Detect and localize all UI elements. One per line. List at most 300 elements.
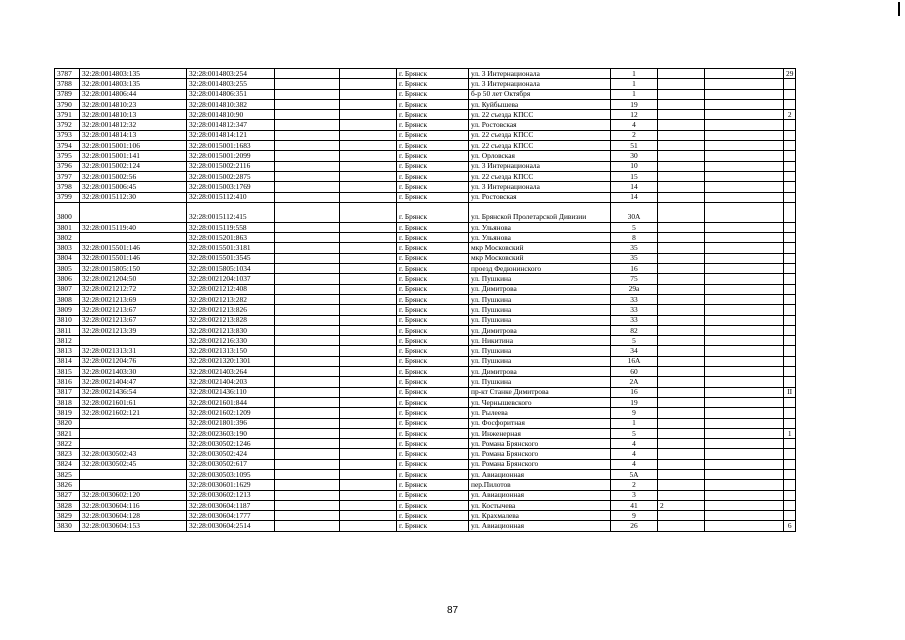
house-cell: 2 bbox=[611, 480, 658, 490]
row-number: 3807 bbox=[55, 284, 80, 294]
extra-col-2 bbox=[705, 439, 784, 449]
cadastral-building: 32:28:0014812:347 bbox=[187, 120, 275, 130]
table-row bbox=[55, 356, 796, 366]
empty-col-b bbox=[340, 130, 397, 140]
row-number: 3797 bbox=[55, 171, 80, 181]
cadastral-parcel bbox=[80, 233, 187, 243]
empty-col-a bbox=[275, 120, 340, 130]
table-row bbox=[55, 79, 796, 89]
house-cell: 12 bbox=[611, 110, 658, 120]
row-number: 3815 bbox=[55, 367, 80, 377]
house-cell: 30 bbox=[611, 151, 658, 161]
row-number: 3788 bbox=[55, 79, 80, 89]
extra-col-2 bbox=[705, 294, 784, 304]
street-cell: ул. 3 Интернационала bbox=[469, 182, 611, 192]
extra-col-1 bbox=[658, 449, 705, 459]
table-row bbox=[55, 387, 796, 397]
empty-col-b bbox=[340, 459, 397, 469]
extra-col-1 bbox=[658, 305, 705, 315]
empty-col-b bbox=[340, 356, 397, 366]
cadastral-parcel: 32:28:0021213:67 bbox=[80, 305, 187, 315]
extra-col-3 bbox=[784, 367, 796, 377]
row-number: 3820 bbox=[55, 418, 80, 428]
cadastral-building: 32:28:0015003:1769 bbox=[187, 182, 275, 192]
empty-col-b bbox=[340, 418, 397, 428]
empty-col-a bbox=[275, 336, 340, 346]
street-cell: ул. Куйбышева bbox=[469, 99, 611, 109]
cadastral-building: 32:28:0015501:3181 bbox=[187, 243, 275, 253]
cadastral-building: 32:28:0030503:1095 bbox=[187, 469, 275, 479]
city-cell: г. Брянск bbox=[397, 397, 469, 407]
street-cell: ул. Романа Брянского bbox=[469, 459, 611, 469]
street-cell: ул. Брянской Пролетарской Дивизии bbox=[469, 202, 611, 222]
table-row bbox=[55, 274, 796, 284]
cadastral-building: 32:28:0021216:330 bbox=[187, 336, 275, 346]
row-number: 3796 bbox=[55, 161, 80, 171]
empty-col-a bbox=[275, 110, 340, 120]
extra-col-1 bbox=[658, 253, 705, 263]
empty-col-b bbox=[340, 511, 397, 521]
empty-col-b bbox=[340, 500, 397, 510]
street-cell: пр-кт Станке Димитрова bbox=[469, 387, 611, 397]
extra-col-3 bbox=[784, 469, 796, 479]
street-cell: ул. Авиационная bbox=[469, 469, 611, 479]
extra-col-3 bbox=[784, 346, 796, 356]
city-cell: г. Брянск bbox=[397, 418, 469, 428]
empty-col-b bbox=[340, 99, 397, 109]
extra-col-1: 2 bbox=[658, 500, 705, 510]
table-row bbox=[55, 253, 796, 263]
table-row bbox=[55, 171, 796, 181]
empty-col-a bbox=[275, 182, 340, 192]
empty-col-a bbox=[275, 469, 340, 479]
extra-col-1 bbox=[658, 161, 705, 171]
city-cell: г. Брянск bbox=[397, 89, 469, 99]
city-cell: г. Брянск bbox=[397, 284, 469, 294]
extra-col-2 bbox=[705, 130, 784, 140]
empty-col-a bbox=[275, 377, 340, 387]
table-row bbox=[55, 161, 796, 171]
edge-mark bbox=[898, 2, 900, 16]
table-row bbox=[55, 182, 796, 192]
extra-col-3: 1 bbox=[784, 428, 796, 438]
house-cell: 2 bbox=[611, 130, 658, 140]
house-cell: 9 bbox=[611, 408, 658, 418]
table-row bbox=[55, 336, 796, 346]
house-cell: 10 bbox=[611, 161, 658, 171]
row-number: 3813 bbox=[55, 346, 80, 356]
table-row bbox=[55, 99, 796, 109]
cadastral-building: 32:28:0015201:863 bbox=[187, 233, 275, 243]
extra-col-1 bbox=[658, 315, 705, 325]
cadastral-parcel: 32:28:0021213:39 bbox=[80, 325, 187, 335]
cadastral-building: 32:28:0015001:1683 bbox=[187, 141, 275, 151]
extra-col-1 bbox=[658, 480, 705, 490]
cadastral-building: 32:28:0030601:1629 bbox=[187, 480, 275, 490]
cadastral-building: 32:28:0015119:558 bbox=[187, 222, 275, 232]
city-cell: г. Брянск bbox=[397, 408, 469, 418]
cadastral-building: 32:28:0015501:3545 bbox=[187, 253, 275, 263]
street-cell: ул. 22 съезда КПСС bbox=[469, 130, 611, 140]
table-row bbox=[55, 459, 796, 469]
table-row bbox=[55, 141, 796, 151]
cadastral-building: 32:28:0021213:830 bbox=[187, 325, 275, 335]
empty-col-b bbox=[340, 397, 397, 407]
city-cell: г. Брянск bbox=[397, 202, 469, 222]
empty-col-a bbox=[275, 99, 340, 109]
empty-col-b bbox=[340, 110, 397, 120]
extra-col-1 bbox=[658, 120, 705, 130]
table-row bbox=[55, 89, 796, 99]
row-number: 3806 bbox=[55, 274, 80, 284]
empty-col-b bbox=[340, 336, 397, 346]
extra-col-1 bbox=[658, 521, 705, 531]
house-cell: 26 bbox=[611, 521, 658, 531]
extra-col-1 bbox=[658, 387, 705, 397]
cadastral-parcel bbox=[80, 336, 187, 346]
table-row bbox=[55, 110, 796, 120]
cadastral-building: 32:28:0015112:415 bbox=[187, 202, 275, 222]
extra-col-3 bbox=[784, 480, 796, 490]
extra-col-3 bbox=[784, 99, 796, 109]
extra-col-2 bbox=[705, 315, 784, 325]
cadastral-building: 32:28:0023603:190 bbox=[187, 428, 275, 438]
row-number: 3802 bbox=[55, 233, 80, 243]
row-number: 3789 bbox=[55, 89, 80, 99]
row-number: 3818 bbox=[55, 397, 80, 407]
cadastral-building: 32:28:0021313:150 bbox=[187, 346, 275, 356]
empty-col-b bbox=[340, 305, 397, 315]
empty-col-b bbox=[340, 469, 397, 479]
city-cell: г. Брянск bbox=[397, 79, 469, 89]
city-cell: г. Брянск bbox=[397, 264, 469, 274]
cadastral-parcel: 32:28:0015001:106 bbox=[80, 141, 187, 151]
house-cell: 5 bbox=[611, 222, 658, 232]
street-cell: ул. Ульянова bbox=[469, 233, 611, 243]
street-cell: ул. Инженерная bbox=[469, 428, 611, 438]
cadastral-parcel: 32:28:0015006:45 bbox=[80, 182, 187, 192]
extra-col-3 bbox=[784, 253, 796, 263]
empty-col-b bbox=[340, 294, 397, 304]
extra-col-3 bbox=[784, 192, 796, 202]
extra-col-2 bbox=[705, 511, 784, 521]
extra-col-3 bbox=[784, 264, 796, 274]
city-cell: г. Брянск bbox=[397, 294, 469, 304]
street-cell: ул. 3 Интернационала bbox=[469, 79, 611, 89]
street-cell: ул. Фосфоритная bbox=[469, 418, 611, 428]
empty-col-a bbox=[275, 264, 340, 274]
empty-col-b bbox=[340, 222, 397, 232]
extra-col-2 bbox=[705, 79, 784, 89]
house-cell: 14 bbox=[611, 182, 658, 192]
extra-col-1 bbox=[658, 222, 705, 232]
extra-col-3 bbox=[784, 141, 796, 151]
table-row bbox=[55, 243, 796, 253]
cadastral-parcel: 32:28:0030604:128 bbox=[80, 511, 187, 521]
house-cell: 5 bbox=[611, 336, 658, 346]
extra-col-2 bbox=[705, 120, 784, 130]
city-cell: г. Брянск bbox=[397, 233, 469, 243]
house-cell: 33 bbox=[611, 315, 658, 325]
extra-col-1 bbox=[658, 356, 705, 366]
row-number: 3816 bbox=[55, 377, 80, 387]
cadastral-building: 32:28:0030502:1246 bbox=[187, 439, 275, 449]
extra-col-1 bbox=[658, 130, 705, 140]
extra-col-3 bbox=[784, 151, 796, 161]
cadastral-parcel: 32:28:0015001:141 bbox=[80, 151, 187, 161]
extra-col-1 bbox=[658, 202, 705, 222]
extra-col-2 bbox=[705, 99, 784, 109]
street-cell: ул. 22 съезда КПСС bbox=[469, 171, 611, 181]
street-cell: ул. Пушкина bbox=[469, 305, 611, 315]
empty-col-a bbox=[275, 253, 340, 263]
cadastral-parcel bbox=[80, 439, 187, 449]
empty-col-a bbox=[275, 69, 340, 79]
city-cell: г. Брянск bbox=[397, 480, 469, 490]
cadastral-building: 32:28:0021213:828 bbox=[187, 315, 275, 325]
extra-col-3 bbox=[784, 202, 796, 222]
empty-col-b bbox=[340, 120, 397, 130]
empty-col-a bbox=[275, 418, 340, 428]
cadastral-parcel bbox=[80, 202, 187, 222]
table-row bbox=[55, 511, 796, 521]
cadastral-parcel: 32:28:0030604:153 bbox=[80, 521, 187, 531]
row-number: 3824 bbox=[55, 459, 80, 469]
table-row bbox=[55, 151, 796, 161]
street-cell: ул. Димитрова bbox=[469, 367, 611, 377]
row-number: 3792 bbox=[55, 120, 80, 130]
city-cell: г. Брянск bbox=[397, 459, 469, 469]
cadastral-building: 32:28:0021403:264 bbox=[187, 367, 275, 377]
street-cell: пер.Пилотов bbox=[469, 480, 611, 490]
cadastral-building: 32:28:0021602:1209 bbox=[187, 408, 275, 418]
extra-col-1 bbox=[658, 171, 705, 181]
empty-col-a bbox=[275, 387, 340, 397]
page-number: 87 bbox=[446, 605, 459, 616]
house-cell: 35 bbox=[611, 243, 658, 253]
street-cell: ул. Пушкина bbox=[469, 315, 611, 325]
table-row bbox=[55, 521, 796, 531]
cadastral-building: 32:28:0014814:121 bbox=[187, 130, 275, 140]
house-cell: 9 bbox=[611, 511, 658, 521]
cadastral-building: 32:28:0030604:1777 bbox=[187, 511, 275, 521]
extra-col-3 bbox=[784, 511, 796, 521]
cadastral-building: 32:28:0030502:424 bbox=[187, 449, 275, 459]
extra-col-1 bbox=[658, 408, 705, 418]
extra-col-1 bbox=[658, 192, 705, 202]
cadastral-building: 32:28:0015112:410 bbox=[187, 192, 275, 202]
cadastral-parcel bbox=[80, 480, 187, 490]
extra-col-1 bbox=[658, 274, 705, 284]
street-cell: ул. Ростовская bbox=[469, 120, 611, 130]
city-cell: г. Брянск bbox=[397, 500, 469, 510]
empty-col-b bbox=[340, 253, 397, 263]
extra-col-3 bbox=[784, 294, 796, 304]
street-cell: ул. Пушкина bbox=[469, 346, 611, 356]
cadastral-building: 32:28:0021204:1037 bbox=[187, 274, 275, 284]
row-number: 3817 bbox=[55, 387, 80, 397]
cadastral-building: 32:28:0021320:1301 bbox=[187, 356, 275, 366]
extra-col-2 bbox=[705, 161, 784, 171]
house-cell: 2А bbox=[611, 377, 658, 387]
table-row bbox=[55, 480, 796, 490]
row-number: 3828 bbox=[55, 500, 80, 510]
street-cell: ул. Пушкина bbox=[469, 356, 611, 366]
row-number: 3800 bbox=[55, 202, 80, 222]
extra-col-1 bbox=[658, 110, 705, 120]
extra-col-2 bbox=[705, 336, 784, 346]
house-cell: 16 bbox=[611, 264, 658, 274]
empty-col-a bbox=[275, 480, 340, 490]
extra-col-1 bbox=[658, 243, 705, 253]
extra-col-1 bbox=[658, 490, 705, 500]
empty-col-a bbox=[275, 459, 340, 469]
cadastral-building: 32:28:0021436:110 bbox=[187, 387, 275, 397]
row-number: 3791 bbox=[55, 110, 80, 120]
empty-col-a bbox=[275, 428, 340, 438]
extra-col-2 bbox=[705, 459, 784, 469]
empty-col-a bbox=[275, 274, 340, 284]
extra-col-3 bbox=[784, 439, 796, 449]
cadastral-building: 32:28:0030602:1213 bbox=[187, 490, 275, 500]
extra-col-2 bbox=[705, 367, 784, 377]
house-cell: 16 bbox=[611, 387, 658, 397]
extra-col-2 bbox=[705, 69, 784, 79]
street-cell: ул. Димитрова bbox=[469, 284, 611, 294]
extra-col-1 bbox=[658, 439, 705, 449]
street-cell: ул. Авиационная bbox=[469, 521, 611, 531]
row-number: 3812 bbox=[55, 336, 80, 346]
extra-col-3 bbox=[784, 120, 796, 130]
extra-col-1 bbox=[658, 418, 705, 428]
extra-col-2 bbox=[705, 274, 784, 284]
extra-col-3 bbox=[784, 79, 796, 89]
city-cell: г. Брянск bbox=[397, 110, 469, 120]
extra-col-3: 6 bbox=[784, 521, 796, 531]
cadastral-parcel bbox=[80, 469, 187, 479]
empty-col-a bbox=[275, 397, 340, 407]
empty-col-a bbox=[275, 356, 340, 366]
extra-col-1 bbox=[658, 99, 705, 109]
table-row bbox=[55, 418, 796, 428]
extra-col-1 bbox=[658, 233, 705, 243]
city-cell: г. Брянск bbox=[397, 356, 469, 366]
cadastral-parcel: 32:28:0021601:61 bbox=[80, 397, 187, 407]
extra-col-2 bbox=[705, 192, 784, 202]
house-cell: 33 bbox=[611, 305, 658, 315]
city-cell: г. Брянск bbox=[397, 120, 469, 130]
city-cell: г. Брянск bbox=[397, 490, 469, 500]
empty-col-a bbox=[275, 325, 340, 335]
cadastral-building: 32:28:0014806:351 bbox=[187, 89, 275, 99]
extra-col-2 bbox=[705, 521, 784, 531]
empty-col-b bbox=[340, 171, 397, 181]
city-cell: г. Брянск bbox=[397, 253, 469, 263]
house-cell: 8 bbox=[611, 233, 658, 243]
house-cell: 30А bbox=[611, 202, 658, 222]
extra-col-1 bbox=[658, 459, 705, 469]
city-cell: г. Брянск bbox=[397, 346, 469, 356]
city-cell: г. Брянск bbox=[397, 141, 469, 151]
table-row bbox=[55, 397, 796, 407]
cadastral-parcel: 32:28:0021213:67 bbox=[80, 315, 187, 325]
row-number: 3826 bbox=[55, 480, 80, 490]
extra-col-3 bbox=[784, 222, 796, 232]
city-cell: г. Брянск bbox=[397, 130, 469, 140]
cadastral-parcel: 32:28:0015501:146 bbox=[80, 253, 187, 263]
empty-col-b bbox=[340, 141, 397, 151]
cadastral-building: 32:28:0014803:254 bbox=[187, 69, 275, 79]
street-cell: проезд Федюнинского bbox=[469, 264, 611, 274]
extra-col-2 bbox=[705, 418, 784, 428]
row-number: 3822 bbox=[55, 439, 80, 449]
street-cell: ул. Ростовская bbox=[469, 192, 611, 202]
table-row bbox=[55, 469, 796, 479]
table-row bbox=[55, 305, 796, 315]
city-cell: г. Брянск bbox=[397, 151, 469, 161]
extra-col-2 bbox=[705, 480, 784, 490]
register-table bbox=[54, 68, 796, 532]
extra-col-2 bbox=[705, 500, 784, 510]
extra-col-3 bbox=[784, 182, 796, 192]
extra-col-1 bbox=[658, 294, 705, 304]
extra-col-2 bbox=[705, 387, 784, 397]
cadastral-building: 32:28:0021213:282 bbox=[187, 294, 275, 304]
empty-col-b bbox=[340, 274, 397, 284]
extra-col-2 bbox=[705, 202, 784, 222]
street-cell: ул. Ульянова bbox=[469, 222, 611, 232]
city-cell: г. Брянск bbox=[397, 305, 469, 315]
row-number: 3798 bbox=[55, 182, 80, 192]
empty-col-a bbox=[275, 294, 340, 304]
extra-col-1 bbox=[658, 69, 705, 79]
house-cell: 4 bbox=[611, 439, 658, 449]
city-cell: г. Брянск bbox=[397, 192, 469, 202]
row-number: 3829 bbox=[55, 511, 80, 521]
empty-col-b bbox=[340, 264, 397, 274]
house-cell: 1 bbox=[611, 79, 658, 89]
cadastral-parcel: 32:28:0014810:23 bbox=[80, 99, 187, 109]
cadastral-building: 32:28:0030502:617 bbox=[187, 459, 275, 469]
row-number: 3801 bbox=[55, 222, 80, 232]
extra-col-3: II bbox=[784, 387, 796, 397]
empty-col-b bbox=[340, 315, 397, 325]
extra-col-2 bbox=[705, 428, 784, 438]
extra-col-2 bbox=[705, 490, 784, 500]
empty-col-a bbox=[275, 233, 340, 243]
city-cell: г. Брянск bbox=[397, 161, 469, 171]
street-cell: ул. Пушкина bbox=[469, 274, 611, 284]
empty-col-b bbox=[340, 377, 397, 387]
cadastral-building: 32:28:0014810:90 bbox=[187, 110, 275, 120]
extra-col-2 bbox=[705, 346, 784, 356]
empty-col-b bbox=[340, 480, 397, 490]
empty-col-b bbox=[340, 233, 397, 243]
street-cell: ул. Димитрова bbox=[469, 325, 611, 335]
street-cell: ул. Романа Брянского bbox=[469, 449, 611, 459]
extra-col-3 bbox=[784, 274, 796, 284]
house-cell: 29а bbox=[611, 284, 658, 294]
extra-col-1 bbox=[658, 346, 705, 356]
cadastral-parcel: 32:28:0030604:116 bbox=[80, 500, 187, 510]
extra-col-1 bbox=[658, 264, 705, 274]
extra-col-2 bbox=[705, 377, 784, 387]
house-cell: 19 bbox=[611, 397, 658, 407]
row-number: 3823 bbox=[55, 449, 80, 459]
cadastral-parcel: 32:28:0015119:40 bbox=[80, 222, 187, 232]
street-cell: ул. 22 съезда КПСС bbox=[469, 110, 611, 120]
extra-col-1 bbox=[658, 79, 705, 89]
